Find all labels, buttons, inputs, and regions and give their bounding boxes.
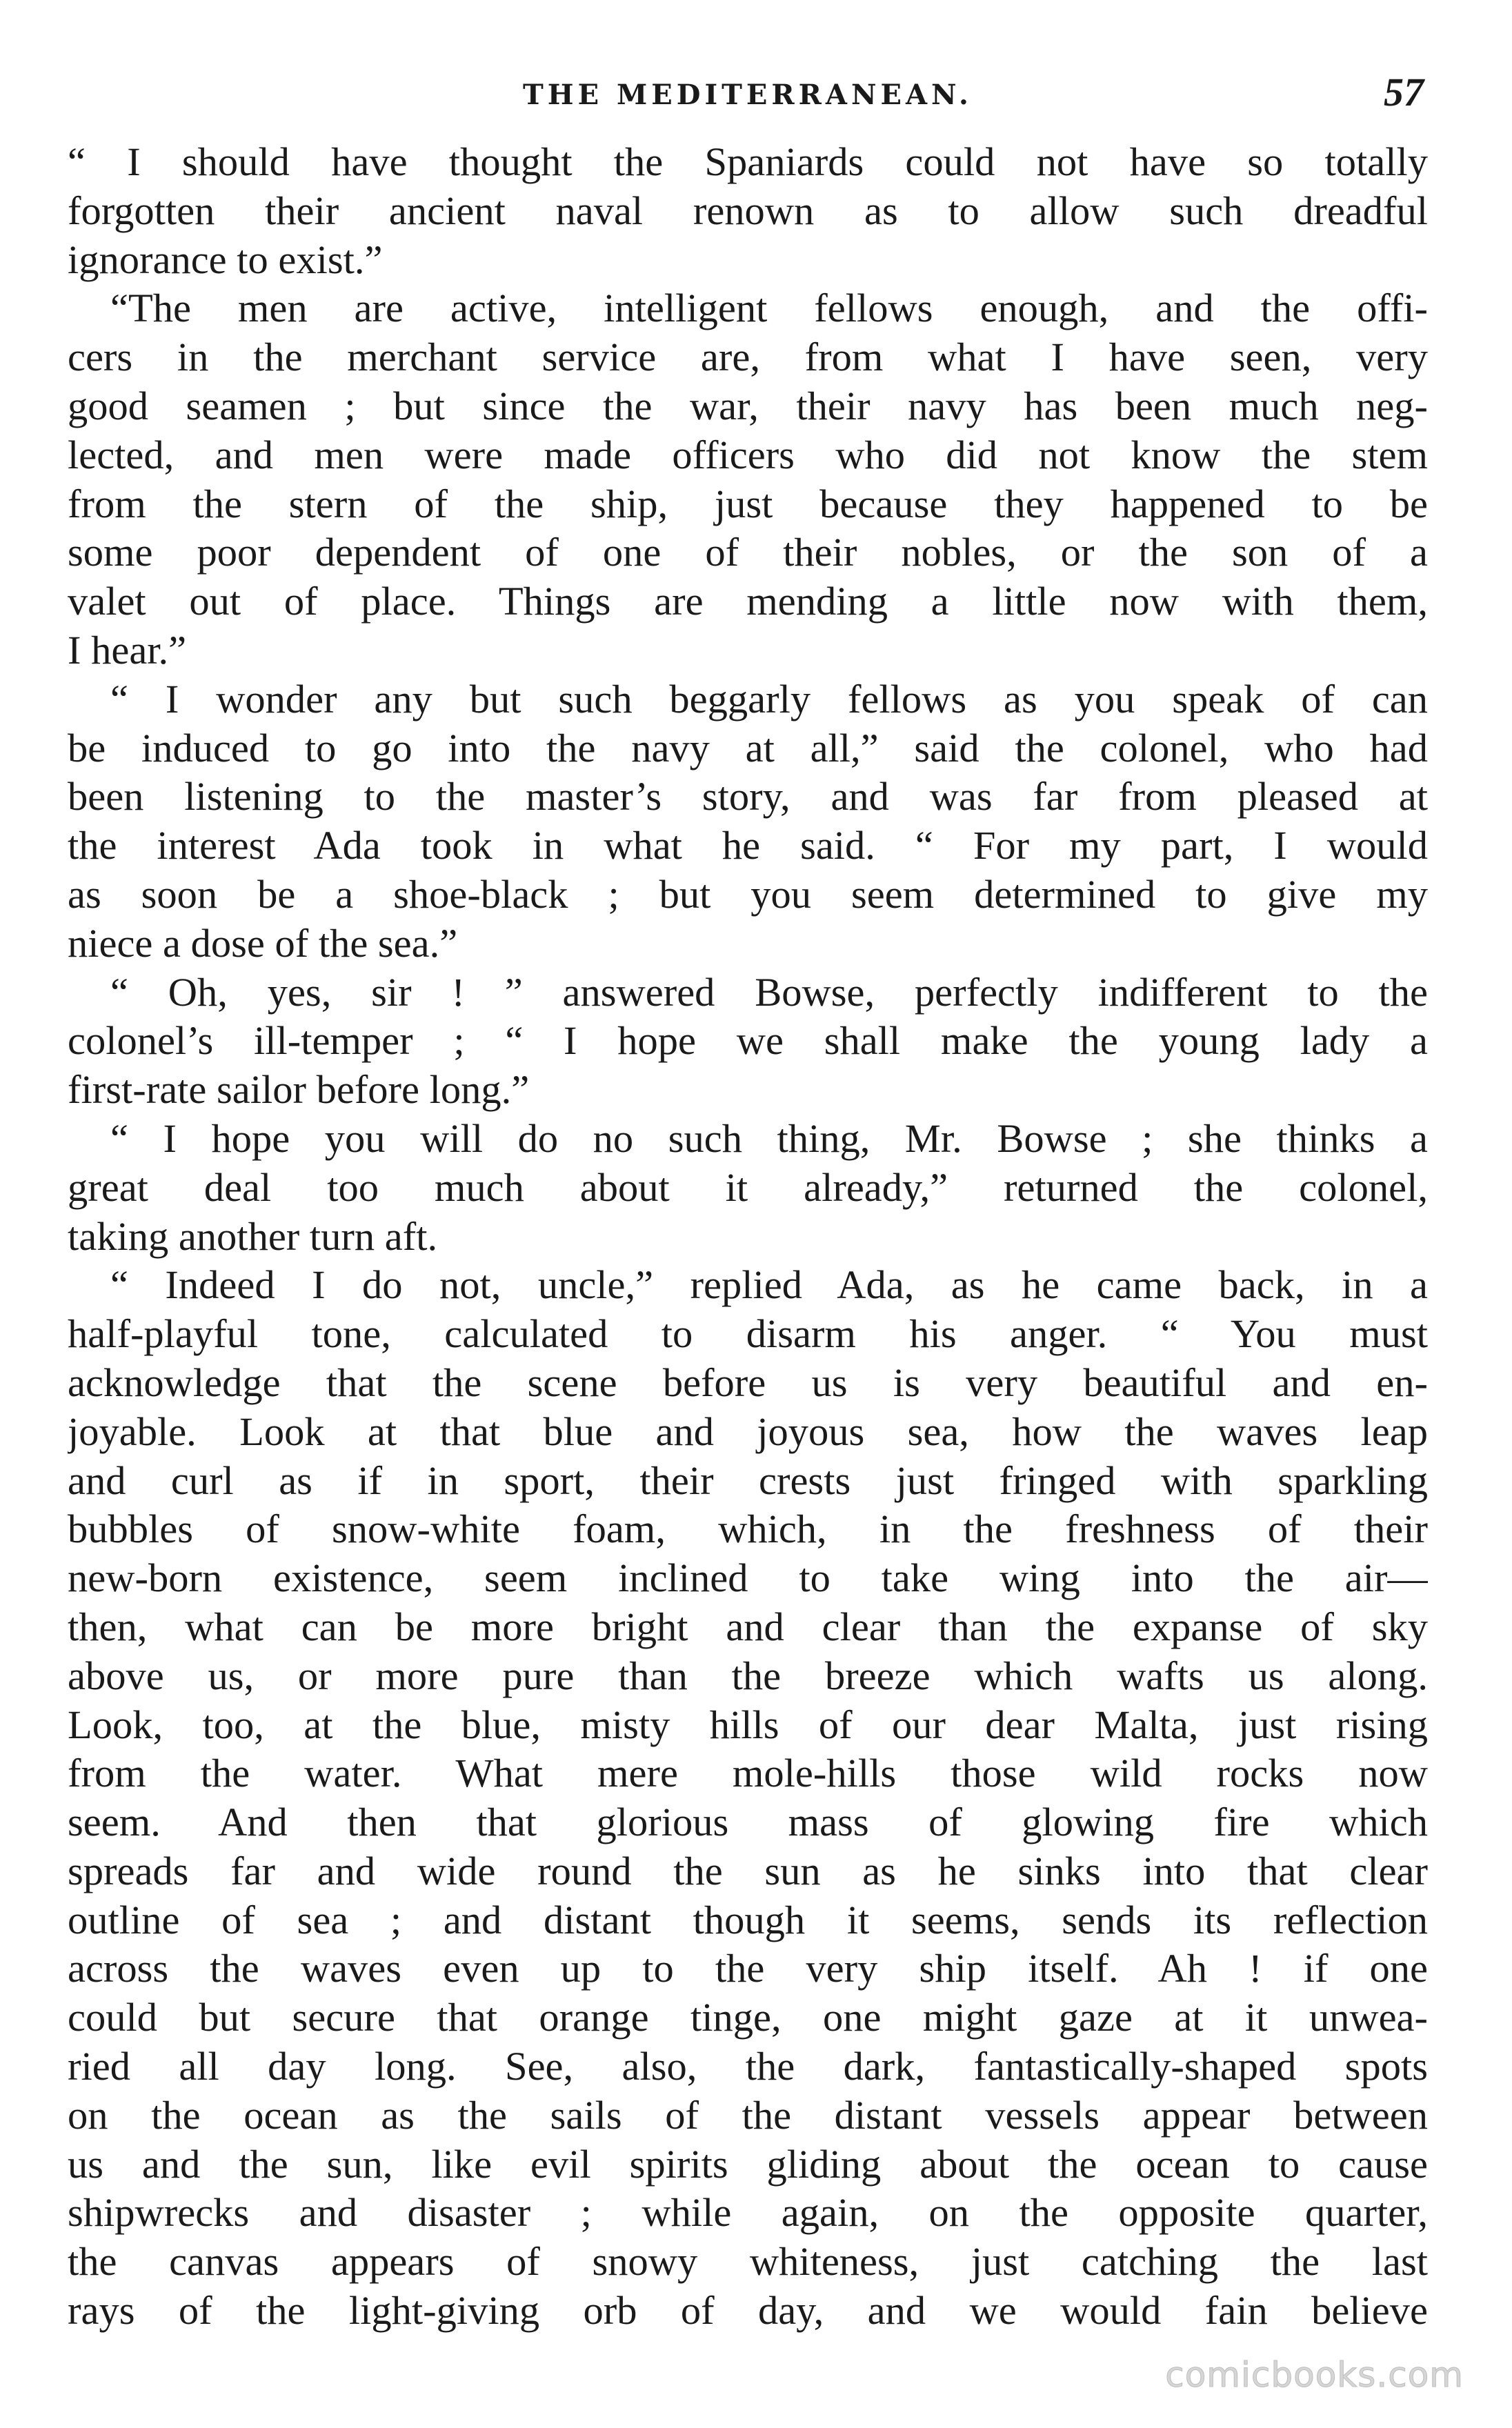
text-line: from the water. What mere mole-hills those wild rocks now xyxy=(68,1751,1428,1796)
text-line: forgotten their ancient naval renown as to allow such dreadful xyxy=(68,188,1428,233)
paragraph xyxy=(68,138,1428,284)
paragraph xyxy=(68,675,1428,968)
page-header xyxy=(68,66,1428,138)
text-line: been listening to the master’s story, and was far from pleased at xyxy=(68,774,1428,819)
paragraph xyxy=(68,1261,1428,2336)
text-line: on the ocean as the sails of the distant vessels appear between xyxy=(68,2092,1428,2138)
text-line: “ I wonder any but such beggarly fellows as you speak of can xyxy=(110,676,1428,722)
text-line: seem. And then that glorious mass of glowing fire which xyxy=(68,1800,1428,1845)
running-head: THE MEDITERRANEAN. xyxy=(523,79,973,111)
text-line: lected, and men were made officers who did not know the stem xyxy=(68,432,1428,477)
text-line: ignorance to exist.” xyxy=(68,237,383,282)
text-line: good seamen ; but since the war, their navy has been much neg- xyxy=(68,383,1428,428)
text-line: cers in the merchant service are, from what I have seen, very xyxy=(68,335,1428,380)
text-line: “ Oh, yes, sir ! ” answered Bowse, perfectly indifferent to the xyxy=(110,969,1428,1015)
text-line: niece a dose of the sea.” xyxy=(68,920,458,966)
text-line: the interest Ada took in what he said. “ For my part, I would xyxy=(68,823,1428,868)
page-number: 57 xyxy=(1384,70,1424,115)
text-line: us and the sun, like evil spirits gliding about the ocean to cause xyxy=(68,2141,1428,2187)
text-line: could but secure that orange tinge, one might gaze at it unwea- xyxy=(68,1995,1428,2040)
text-line: “The men are active, intelligent fellows enough, and the offi- xyxy=(110,286,1428,331)
text-line: bubbles of snow-white foam, which, in the freshness of their xyxy=(68,1506,1428,1552)
text-line: and curl as if in sport, their crests just fringed with sparkling xyxy=(68,1457,1428,1503)
text-line: “ I should have thought the Spaniards could not have so totally xyxy=(68,139,1428,184)
body-text xyxy=(68,138,1428,2336)
text-line: shipwrecks and disaster ; while again, on the opposite quarter, xyxy=(68,2190,1428,2236)
text-line: taking another turn aft. xyxy=(68,1213,438,1259)
text-line: half-playful tone, calculated to disarm his anger. “ You must xyxy=(68,1311,1428,1357)
text-line: spreads far and wide round the sun as he sinks into that clear xyxy=(68,1848,1428,1893)
text-line: new-born existence, seem inclined to take wing into the air— xyxy=(68,1555,1428,1601)
text-line: be induced to go into the navy at all,” said the colonel, who had xyxy=(68,725,1428,770)
paragraph xyxy=(68,1115,1428,1261)
text-line: joyable. Look at that blue and joyous sea, how the waves leap xyxy=(68,1409,1428,1454)
paragraph xyxy=(68,284,1428,675)
text-line: valet out of place. Things are mending a little now with them, xyxy=(68,579,1428,624)
book-page xyxy=(68,66,1428,2370)
text-line: some poor dependent of one of their nobles, or the son of a xyxy=(68,530,1428,575)
text-line: Look, too, at the blue, misty hills of our dear Malta, just rising xyxy=(68,1702,1428,1747)
text-line: the canvas appears of snowy whiteness, just catching the last xyxy=(68,2239,1428,2285)
text-line: across the waves even up to the very ship itself. Ah ! if one xyxy=(68,1946,1428,1991)
text-line: as soon be a shoe-black ; but you seem determined to give my xyxy=(68,871,1428,917)
text-line: “ I hope you will do no such thing, Mr. Bowse ; she thinks a xyxy=(110,1115,1428,1161)
text-line: first-rate sailor before long.” xyxy=(68,1067,530,1113)
text-line: then, what can be more bright and clear than the expanse of sky xyxy=(68,1604,1428,1649)
text-line: ried all day long. See, also, the dark, fantastically-shaped spots xyxy=(68,2044,1428,2089)
text-line: from the stern of the ship, just because they happened to be xyxy=(68,481,1428,526)
text-line: rays of the light-giving orb of day, and we would fain believe xyxy=(68,2288,1428,2334)
text-line: colonel’s ill-temper ; “ I hope we shall make the young lady a xyxy=(68,1018,1428,1064)
text-line: outline of sea ; and distant though it seems, sends its reflection xyxy=(68,1897,1428,1942)
text-line: I hear.” xyxy=(68,627,187,673)
text-line: above us, or more pure than the breeze which wafts us along. xyxy=(68,1653,1428,1698)
watermark-text: comicbooks.com xyxy=(1165,2355,1464,2395)
text-line: great deal too much about it already,” returned the colonel, xyxy=(68,1164,1428,1210)
text-line: “ Indeed I do not, uncle,” replied Ada, as he came back, in a xyxy=(110,1262,1428,1308)
paragraph xyxy=(68,968,1428,1115)
text-line: acknowledge that the scene before us is very beautiful and en- xyxy=(68,1360,1428,1405)
